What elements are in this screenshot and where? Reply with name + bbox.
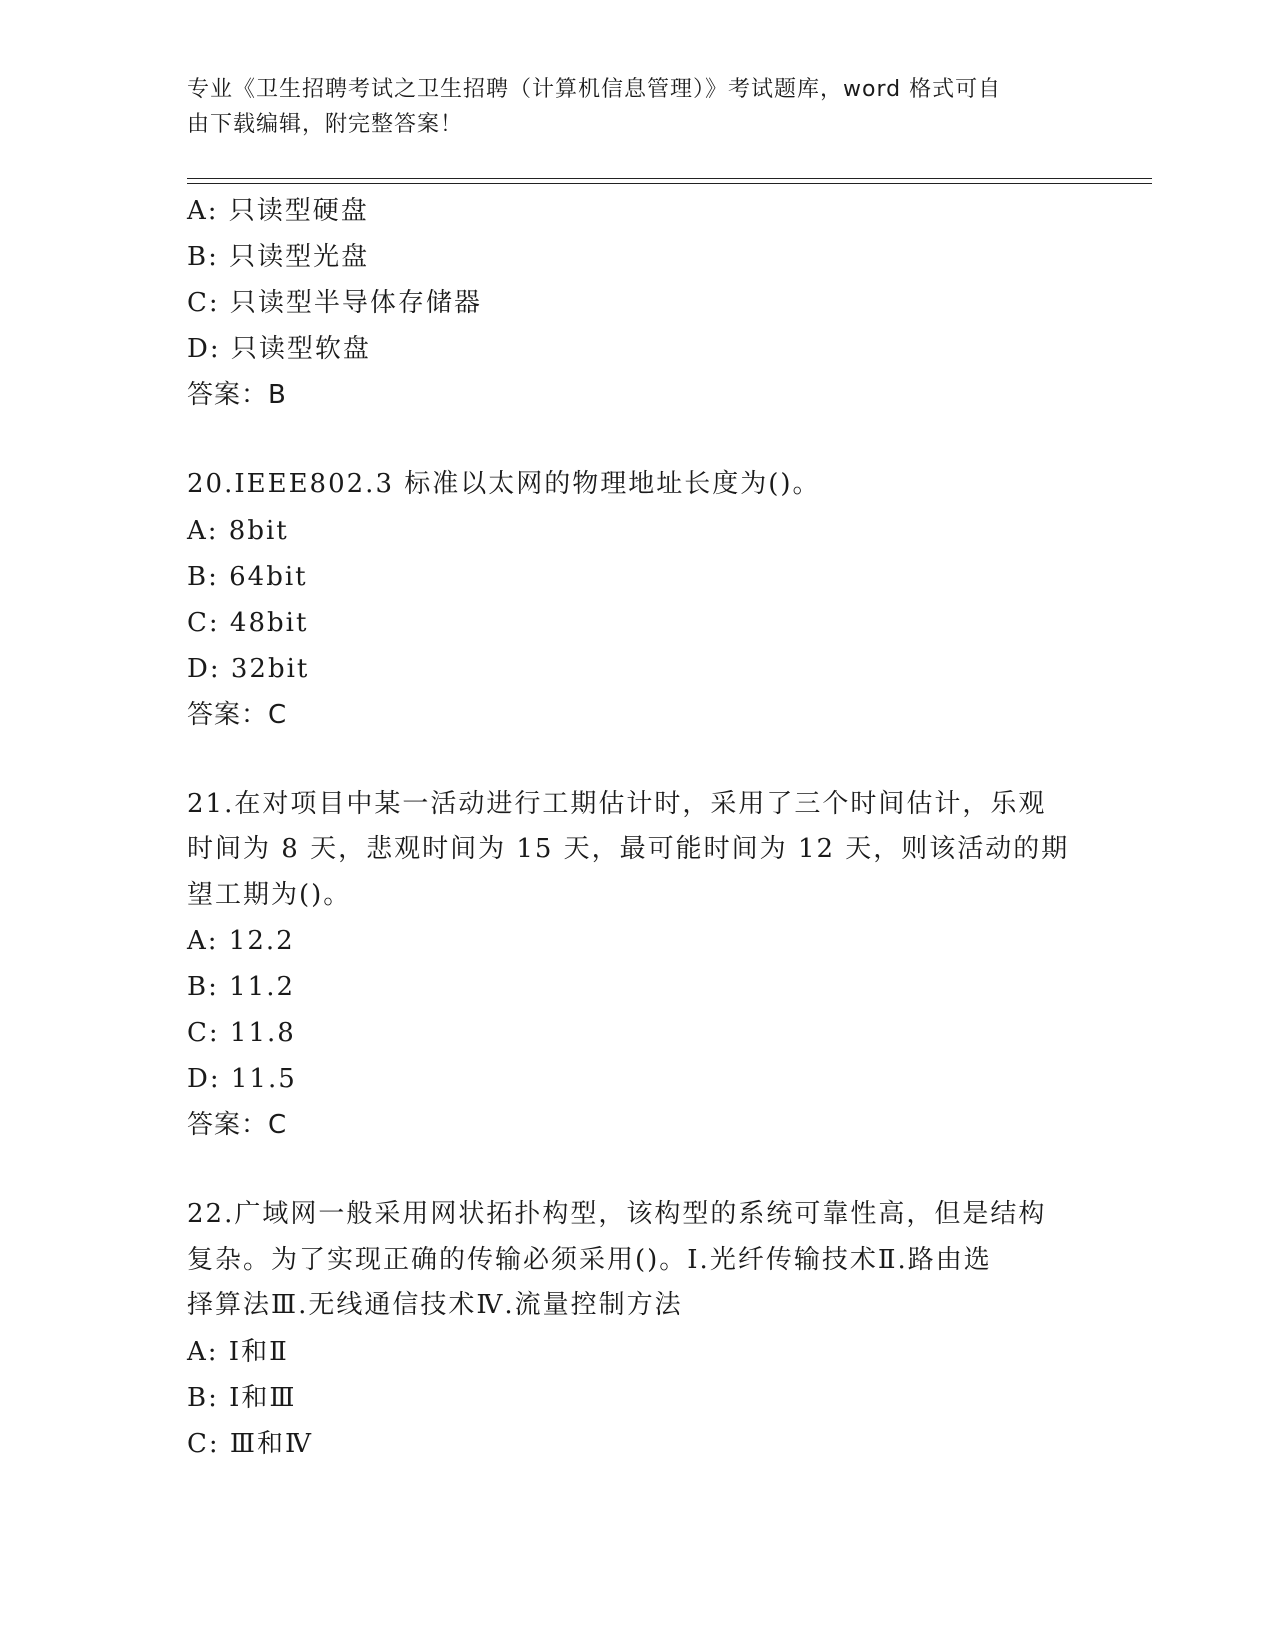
question-list <box>187 188 1087 1467</box>
option-d: D: 11.5 <box>187 1064 297 1094</box>
question-line: 复杂。为了实现正确的传输必须采用()。Ⅰ.光纤传输技术Ⅱ.路由选 <box>187 1244 992 1275</box>
option-c: C: 11.8 <box>187 1018 296 1048</box>
option-b: B: 64bit <box>187 561 308 592</box>
option-c: C: 48bit <box>187 607 309 638</box>
question-line: 22.广域网一般采用网状拓扑构型，该构型的系统可靠性高，但是结构 <box>187 1199 1047 1229</box>
question-22 <box>187 1192 1087 1467</box>
answer: 答案：B <box>187 380 287 410</box>
option-d: D: 32bit <box>187 653 310 684</box>
option-b: B: Ⅰ和Ⅲ <box>187 1382 297 1413</box>
option-b: B: 11.2 <box>187 972 296 1002</box>
question-line: 21.在对项目中某一活动进行工期估计时，采用了三个时间估计，乐观 <box>187 788 1047 819</box>
option-a: A: 12.2 <box>187 926 295 956</box>
option-d: D: 只读型软盘 <box>187 334 371 364</box>
answer: 答案：C <box>187 699 288 730</box>
document-header <box>187 72 1067 142</box>
option-a: A: 只读型硬盘 <box>187 196 369 226</box>
header-line-1: 专业《卫生招聘考试之卫生招聘（计算机信息管理）》考试题库，word 格式可自 <box>187 77 1002 102</box>
header-divider-bottom <box>187 183 1152 184</box>
spacer <box>187 418 1087 462</box>
question-text <box>187 782 1087 919</box>
question-line: 择算法Ⅲ.无线通信技术Ⅳ.流量控制方法 <box>187 1290 683 1320</box>
option-c: C: Ⅲ和Ⅳ <box>187 1428 313 1459</box>
option-b: B: 只读型光盘 <box>187 242 370 272</box>
question-text <box>187 462 1087 508</box>
question-line: 20.IEEE802.3 标准以太网的物理地址长度为()。 <box>187 469 821 499</box>
question-20 <box>187 462 1087 738</box>
answer: 答案：C <box>187 1110 288 1140</box>
option-a: A: Ⅰ和Ⅱ <box>187 1336 289 1367</box>
question-19 <box>187 188 1087 418</box>
question-21 <box>187 782 1087 1149</box>
question-line: 望工期为()。 <box>187 879 352 910</box>
header-divider-top <box>187 178 1152 179</box>
question-line: 时间为 8 天，悲观时间为 15 天，最可能时间为 12 天，则该活动的期 <box>187 834 1070 864</box>
header-line-2: 由下载编辑，附完整答案！ <box>187 112 464 137</box>
option-c: C: 只读型半导体存储器 <box>187 288 482 318</box>
option-a: A: 8bit <box>187 515 289 546</box>
spacer <box>187 1148 1087 1192</box>
question-text <box>187 1192 1087 1329</box>
spacer <box>187 738 1087 782</box>
